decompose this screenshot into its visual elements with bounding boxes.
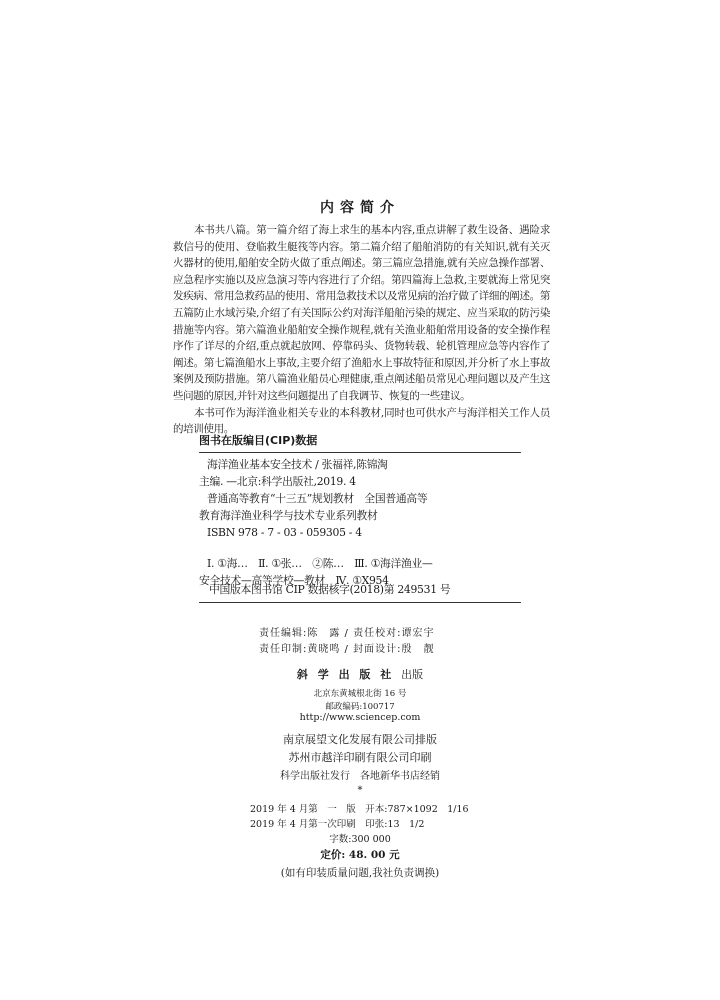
cip-top-rule [199,452,521,453]
credits-line-2: 责任印制:黄晓鸣 / 封面设计:殷 靓 [259,644,435,655]
publisher-address: 北京东黄城根北街 16 号 [313,689,407,699]
summary-body [173,222,550,438]
publisher-line [0,666,720,682]
cip-book-line: 海洋渔业基本安全技术 / 张福祥,陈锦淘 [207,458,388,471]
edition-line-2: 2019 年 4 月第一次印刷 印张:13 1/2 [250,819,425,830]
printer: 苏州市越洋印刷有限公司印刷 [288,751,432,764]
cip-bottom-rule [199,602,521,603]
cip-class-line-1: Ⅰ. ①海… Ⅱ. ①张… ②陈… Ⅲ. ①海洋渔业— [207,557,433,570]
price: 定价: 48. 00 元 [320,849,400,861]
cip-isbn: ISBN 978 - 7 - 03 - 059305 - 4 [207,526,362,539]
summary-title: 内容简介 [320,200,400,216]
distribution: 科学出版社发行 各地新华书店经销 [280,771,440,782]
credits-line-1: 责任编辑:陈 露 / 责任校对:谭宏宇 [259,628,435,639]
credits [259,626,434,658]
publisher-zip: 邮政编码:100717 [325,702,395,712]
cip-series-line-1: 普通高等教育“十三五”规划教材 全国普通高等 [207,492,428,505]
summary-paragraph-1: 本书共八篇。第一篇介绍了海上求生的基本内容,重点讲解了救生设备、遇险求救信号的使用、登临救生艇筏等内容。第二篇介绍了船舶消防的有关知识,就有关灭火器材的使用,船舶安全防火做了重点阐述。第三篇应急措施,就有关应急操作部署、应急程序实施以及应急演习等内容进行了介绍。第四篇海上急救,主要就海上常见突发疾病、常用急救药品的使用、常用急救技术以及常见病的治疗做了详细的阐述。第五篇防止水域污染,介绍了有关国际公约对海洋船舶污染的规定、应当采取的防污染措施等内容。第六篇渔业船舶安全操作规程,就有关渔业船舶常用设备的安全操作程序作了详尽的介绍,重点就起放网、停靠码头、货物转载、轮机管理应急等内容作了阐述。第七篇渔船水上事故,主要介绍了渔船水上事故特征和原因,并分析了水上事故案例及预防措施。第八篇渔业船员心理健康,重点阐述船员常见心理问题以及产生这些问题的原因,并针对这些问题提出了自我调节、恢复的一些建议。 [173,224,550,402]
publisher-url: http://www.sciencep.com [299,712,421,723]
publisher-suffix: 出版 [401,668,424,681]
cip-class-line-2: 安全技术—高等学校—教材 Ⅳ. ①X954 [199,574,389,587]
typesetter: 南京展望文化发展有限公司排版 [283,733,437,746]
quality-notice: (如有印装质量问题,我社负责调换) [280,867,440,879]
cip-number: 中国版本图书馆 CIP 数据核字(2018)第 249531 号 [209,583,451,596]
summary-paragraph-2: 本书可作为海洋渔业相关专业的本科教材,同时也可供水产与海洋相关工作人员的培训使用。 [173,406,550,436]
word-count: 字数:300 000 [329,834,391,845]
cip-record [199,456,521,589]
separator-star: * [357,785,363,796]
edition-line-1: 2019 年 4 月第 一 版 开本:787×1092 1/16 [250,804,469,815]
cip-editor-line: 主编. —北京:科学出版社,2019. 4 [199,475,356,488]
cip-series-line-2: 教育海洋渔业科学与技术专业系列教材 [199,509,378,522]
cip-heading: 图书在版编目(CIP)数据 [199,434,318,447]
cip-gap [199,541,521,555]
publisher-name: 斜 学 出 版 社 [296,668,395,681]
edition-info [250,802,469,832]
